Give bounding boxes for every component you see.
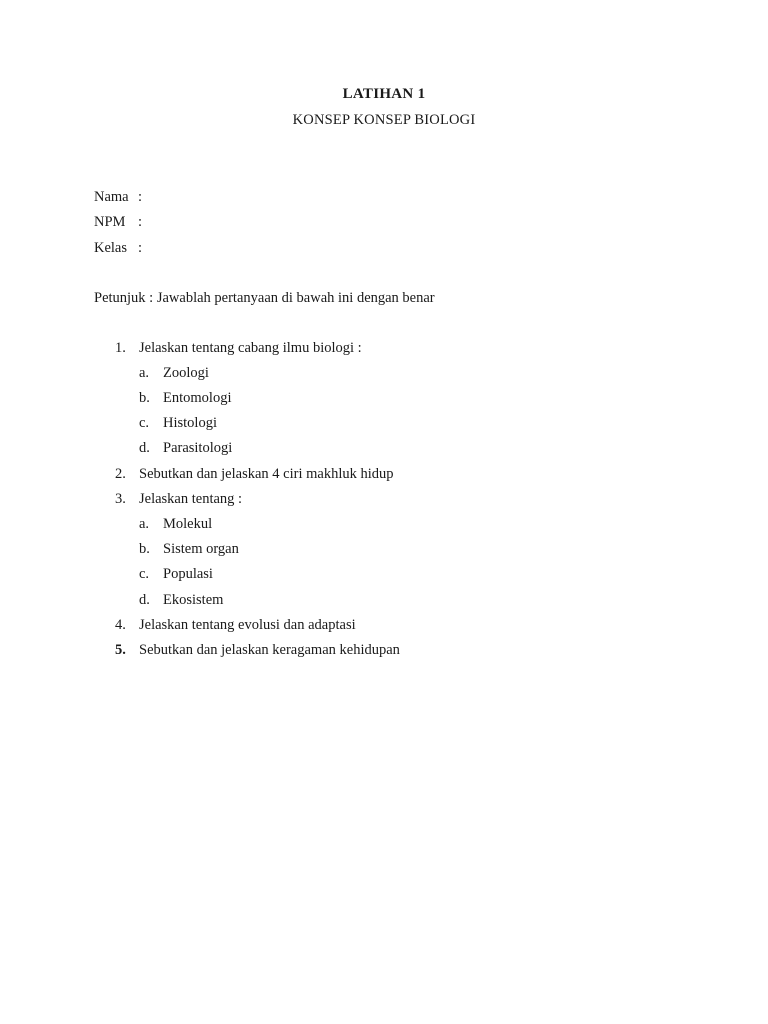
item-text: Sistem organ — [163, 541, 239, 557]
item-letter: b. — [139, 390, 150, 406]
field-label: NPM — [94, 214, 126, 230]
question-text: Sebutkan dan jelaskan 4 ciri makhluk hidup — [139, 466, 394, 482]
field-label: Nama — [94, 189, 129, 205]
question-text: Jelaskan tentang : — [139, 491, 243, 507]
question-text: Sebutkan dan jelaskan keragaman kehidupan — [139, 642, 400, 658]
item-letter: c. — [139, 566, 150, 582]
item-text: Zoologi — [163, 365, 209, 381]
field-npm — [94, 213, 142, 231]
item-letter: d. — [139, 440, 150, 456]
question-number: 4. — [115, 617, 126, 633]
instruction-text: Petunjuk : Jawablah pertanyaan di bawah ini dengan benar — [94, 290, 435, 306]
item-letter: a. — [139, 365, 150, 381]
field-kelas — [94, 239, 142, 257]
question-text: Jelaskan tentang cabang ilmu biologi : — [139, 340, 362, 356]
field-colon: : — [138, 240, 143, 256]
document-subtitle: KONSEP KONSEP BIOLOGI — [292, 112, 476, 128]
item-letter: b. — [139, 541, 150, 557]
field-colon: : — [138, 214, 143, 230]
question-text: Jelaskan tentang evolusi dan adaptasi — [139, 617, 356, 633]
item-text: Populasi — [163, 566, 213, 582]
question-number: 2. — [115, 466, 126, 482]
field-nama — [94, 188, 142, 206]
item-text: Molekul — [163, 516, 213, 532]
question-number: 5. — [115, 642, 126, 658]
item-text: Entomologi — [163, 390, 232, 406]
item-letter: d. — [139, 592, 150, 608]
field-label: Kelas — [94, 240, 128, 256]
document-title: LATIHAN 1 — [342, 86, 426, 102]
item-letter: c. — [139, 415, 150, 431]
item-text: Ekosistem — [163, 592, 224, 608]
item-letter: a. — [139, 516, 150, 532]
question-number: 1. — [115, 340, 126, 356]
item-text: Histologi — [163, 415, 217, 431]
question-number: 3. — [115, 491, 126, 507]
field-colon: : — [138, 189, 143, 205]
item-text: Parasitologi — [163, 440, 233, 456]
